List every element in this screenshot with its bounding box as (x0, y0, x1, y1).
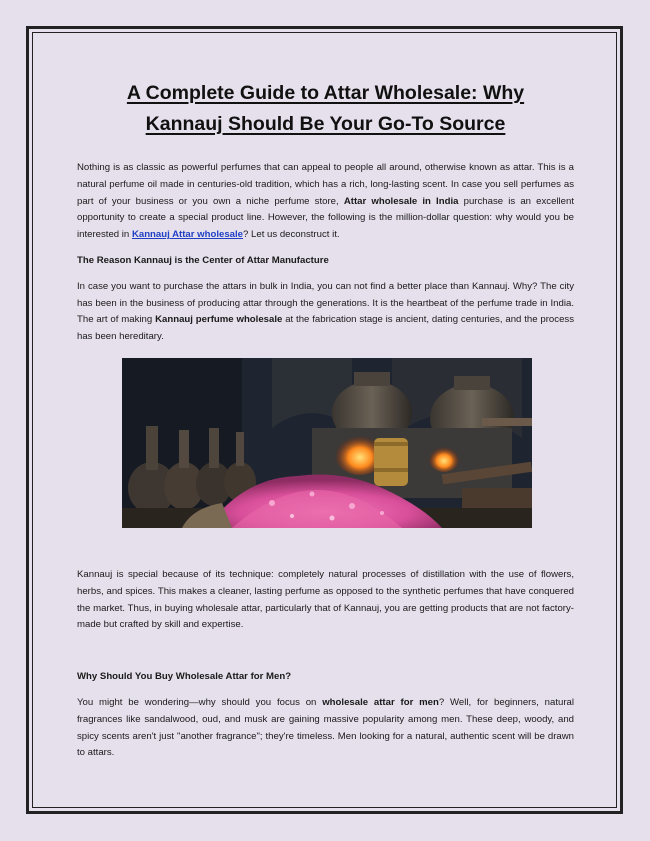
para4-bold-1: wholesale attar for men (322, 696, 439, 708)
technique-paragraph: Kannauj is special because of its technique: completely natural processes of distillation with the use of flowers, herbs, and spices. This makes a cleaner, lasting perfume as opposed to the synthetic perfumes that have conquered the market. Thus, in buying wholesale attar, particularly that of Kannauj, you are getting products that are not factory-made but crafted by skill and expertise. (77, 568, 574, 631)
para4-text-2: ? Well, for beginners, natural fragrances like sandalwood, oud, and musk are gaining massive popularity among men. These deep, woody, and spicy scents aren't just "another fragrance"; they're timeless. Men looking for a natural, authentic scent will be drawn to attars. (77, 696, 574, 759)
kannauj-paragraph (77, 279, 574, 346)
para4-text-1: You might be wondering—why should you focus on (77, 696, 323, 708)
men-attar-paragraph (77, 695, 574, 762)
intro-paragraph (77, 160, 574, 244)
heading-wholesale-attar-men: Why Should You Buy Wholesale Attar for Men? (77, 671, 292, 683)
heading-kannauj-center: The Reason Kannauj is the Center of Attar Manufacture (77, 254, 329, 266)
attar-distillation-photo (122, 358, 532, 528)
intro-bold-1: Attar wholesale in India (343, 195, 459, 207)
document-body (77, 78, 574, 762)
para2-text-2: at the fabrication stage is ancient, dating centuries, and the process has been hereditary. (77, 314, 574, 343)
title-line-2: Kannauj Should Be Your Go-To Source (145, 113, 506, 135)
intro-text-2: purchase is an excellent opportunity to create a special product line. However, the following is the million-dollar question: why would you be interested in (77, 195, 575, 241)
kannauj-attar-wholesale-link[interactable]: Kannauj Attar wholesale (131, 229, 244, 241)
intro-text-3: ? Let us deconstruct it. (243, 229, 340, 241)
para2-text-1: In case you want to purchase the attars in bulk in India, you can not find a better place than Kannauj. Why? The city has been in the business of producing attar through the generations. It is the heartbeat of the perfume trade in India. The art of making (77, 280, 574, 326)
document-title (77, 78, 574, 140)
para2-bold-1: Kannauj perfume wholesale (155, 314, 283, 326)
intro-text-1: Nothing is as classic as powerful perfumes that can appeal to people all around, otherwise known as attar. This is a natural perfume oil made in centuries-old tradition, which has a rich, long-lasting scent. In case you sell perfumes as part of your business or you own a niche perfume store, (77, 162, 574, 207)
title-line-1: A Complete Guide to Attar Wholesale: Why (126, 82, 525, 104)
